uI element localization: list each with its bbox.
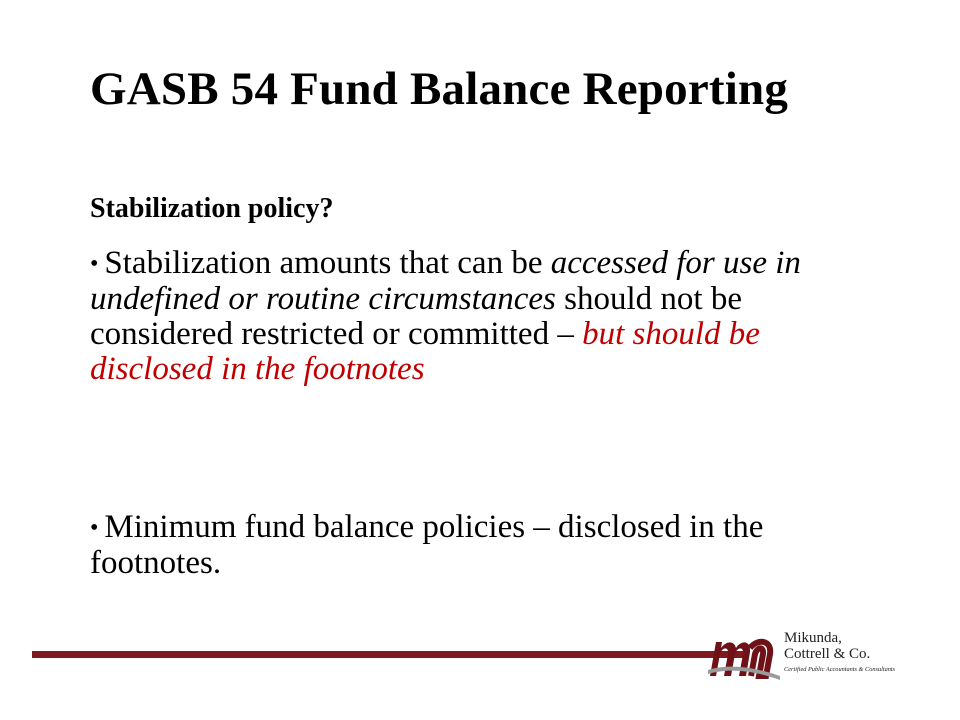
footer-rule (32, 651, 744, 658)
company-logo-mark-icon (706, 626, 782, 686)
bullet1-text: Stabilization amounts that can be (104, 245, 543, 281)
bullet-dot: • (90, 251, 99, 277)
bullet2-text: Minimum fund balance policies – disclosed in the footnotes. (90, 509, 764, 581)
company-name (784, 630, 870, 662)
company-name-line2: Cottrell & Co. (784, 646, 871, 662)
bullet-stabilization-amounts (90, 246, 880, 387)
company-tagline: Certified Public Accountants & Consultants (784, 666, 896, 673)
bullet1-red-emphasis: but should be disclosed in the footnotes (90, 316, 760, 387)
subheading: Stabilization policy? (90, 193, 334, 224)
bullet-dot: • (90, 515, 99, 541)
slide-title: GASB 54 Fund Balance Reporting (90, 63, 789, 115)
bullet1-text-continued: should not be considered restricted or committed – (90, 281, 742, 352)
company-logo (706, 626, 936, 686)
bullet-minimum-fund-balance (90, 510, 880, 581)
bullet1-italic-text: accessed for use in undefined or routine circumstances (90, 245, 801, 317)
company-name-line1: Mikunda, (784, 630, 842, 646)
